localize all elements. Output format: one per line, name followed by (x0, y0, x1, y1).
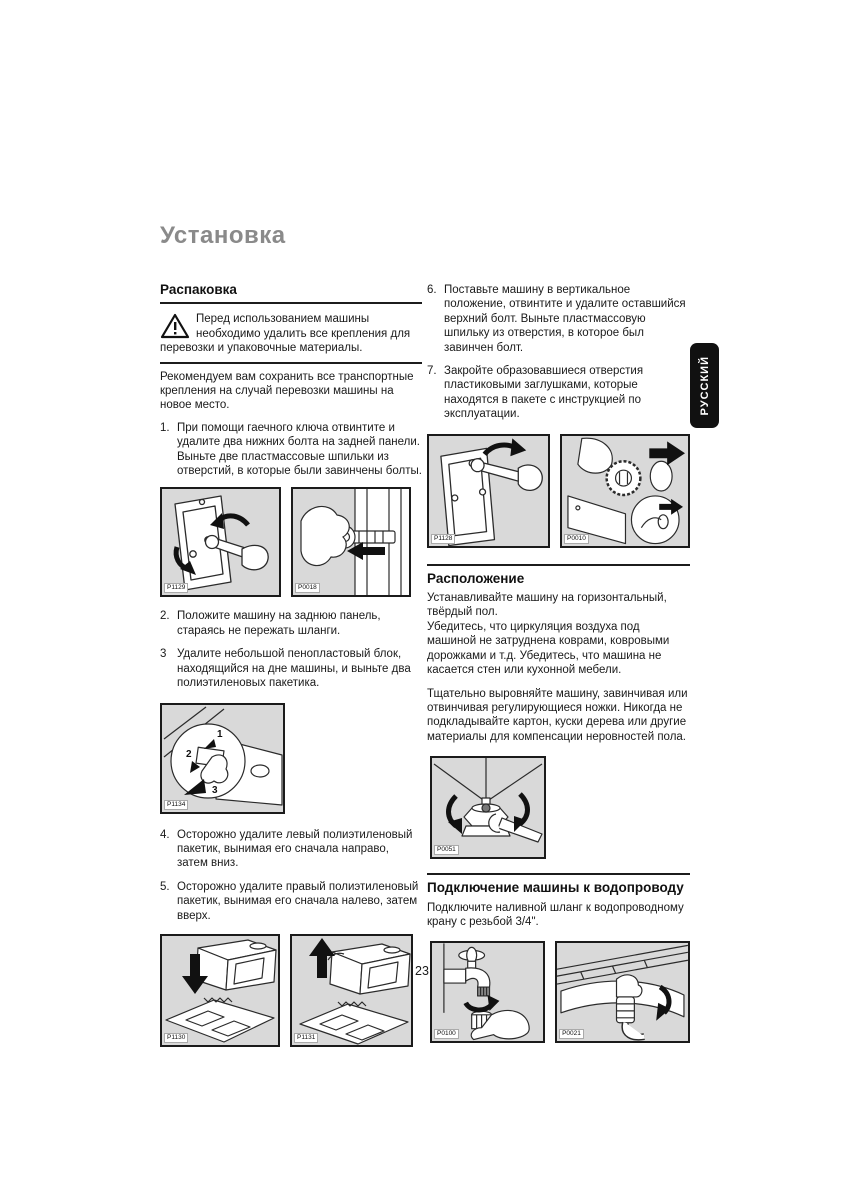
figure-label: P0010 (564, 534, 589, 544)
step-number: 4. (160, 828, 170, 841)
step-2 (160, 609, 422, 638)
figure-unscrew-lower-bolts (160, 487, 281, 597)
water-heading: Подключение машины к водопроводу (427, 880, 684, 896)
step-number: 5. (160, 880, 170, 893)
step-number: 3 (160, 648, 167, 661)
step-text: Осторожно удалите правый полиэтиленовый пакетик, вынимая его сначала налево, затем вверх. (177, 880, 419, 922)
svg-text:3: 3 (212, 784, 218, 796)
svg-text:2: 2 (186, 748, 192, 760)
right-column (427, 283, 690, 1055)
figure-unscrew-top-bolt (427, 434, 550, 548)
water-body: Подключите наливной шланг к водопроводному крану с резьбой 3/4". (427, 901, 684, 928)
figure-insert-plugs (560, 434, 690, 548)
figure-row-rear-bolts (160, 487, 422, 597)
step-number: 1. (160, 421, 170, 434)
warning-note (160, 310, 422, 359)
page-number: 23 (415, 964, 429, 978)
step-text: Положите машину на заднюю панель, стараясь не пережать шланги. (177, 610, 381, 637)
language-tab (690, 343, 719, 428)
step-text: Поставьте машину в вертикальное положение, отвинтите и удалите оставшийся верхний болт. Выньте пластмассовую шпильку из отверстия, в которое был завинчен болт. (444, 284, 686, 354)
unpacking-heading: Распаковка (160, 282, 237, 297)
figure-label: P1131 (294, 1033, 318, 1043)
figure-label: P0100 (434, 1029, 459, 1039)
step-text: При помощи гаечного ключа отвинтите и удалите два нижних болта на задней панели. Выньте две пластмассовые шпильки из отверстий, в которые были завинчены болты. (177, 421, 422, 478)
figure-remove-right-bag (290, 934, 413, 1047)
step-1 (160, 421, 422, 479)
figure-level-feet (430, 756, 546, 859)
divider (427, 564, 690, 566)
figure-label: P0021 (559, 1029, 584, 1039)
figure-label: P0018 (295, 583, 320, 593)
divider (427, 873, 690, 875)
unpacking-intro: Рекомендуем вам сохранить все транспортные крепления на случай перевозки машины на новое место. (160, 370, 414, 412)
step-6 (427, 283, 690, 355)
step-text: Осторожно удалите левый полиэтиленовый пакетик, вынимая его сначала направо, затем вниз. (177, 828, 413, 870)
step-4 (160, 828, 422, 871)
figure-row-top-bolt (427, 434, 690, 548)
page-title: Установка (160, 222, 286, 249)
location-paragraph: Устанавливайте машину на горизонтальный, твёрдый пол. (427, 592, 667, 619)
figure-pull-plastic-pin (291, 487, 411, 597)
figure-tap-connection (430, 941, 545, 1043)
figure-label: P1129 (164, 583, 188, 593)
location-heading: Расположение (427, 570, 525, 586)
figure-label: P1128 (431, 534, 455, 544)
language-tab-label: РУССКИЙ (698, 355, 711, 416)
figure-hose-to-machine (555, 941, 690, 1043)
step-text: Закройте образовавшиеся отверстия пластиковыми заглушками, которые находятся в пакете с инструкцией по эксплуатации. (444, 365, 644, 421)
svg-text:1: 1 (217, 728, 223, 740)
figure-remove-left-bag (160, 934, 280, 1047)
location-paragraph: Тщательно выровняйте машину, завинчивая или отвинчивая регулирующиеся ножки. Никогда не подкладывайте картон, куски дерева или другие материалы для компенсации неровностей пола. (427, 687, 688, 743)
step-7 (427, 364, 690, 422)
figure-label: P0051 (434, 845, 459, 855)
figure-label: P1130 (164, 1033, 188, 1043)
figure-row-water (427, 941, 690, 1043)
step-5 (160, 880, 422, 923)
left-column (160, 283, 422, 1059)
step-number: 6. (427, 284, 437, 296)
divider (160, 302, 422, 304)
figure-label: P1134 (164, 800, 188, 810)
step-text: Удалите небольшой пенопластовый блок, находящийся на дне машины, и выньте два полиэтиленовых пакетика. (177, 648, 411, 690)
step-number: 2. (160, 610, 170, 623)
warning-icon (160, 313, 190, 339)
warning-text: Перед использованием машины необходимо удалить все крепления для перевозки и упаковочные материалы. (160, 313, 411, 355)
location-paragraph: Убедитесь, что циркуляция воздуха под машиной не затруднена коврами, ковровыми дорожками и т.д. Убедитесь, что машина не касается стен или кухонной мебели. (427, 620, 670, 677)
step-number: 7. (427, 365, 437, 378)
figure-row-poly-bags (160, 934, 422, 1047)
step-3 (160, 647, 422, 690)
figure-remove-foam-block (160, 703, 285, 814)
divider (160, 362, 422, 364)
